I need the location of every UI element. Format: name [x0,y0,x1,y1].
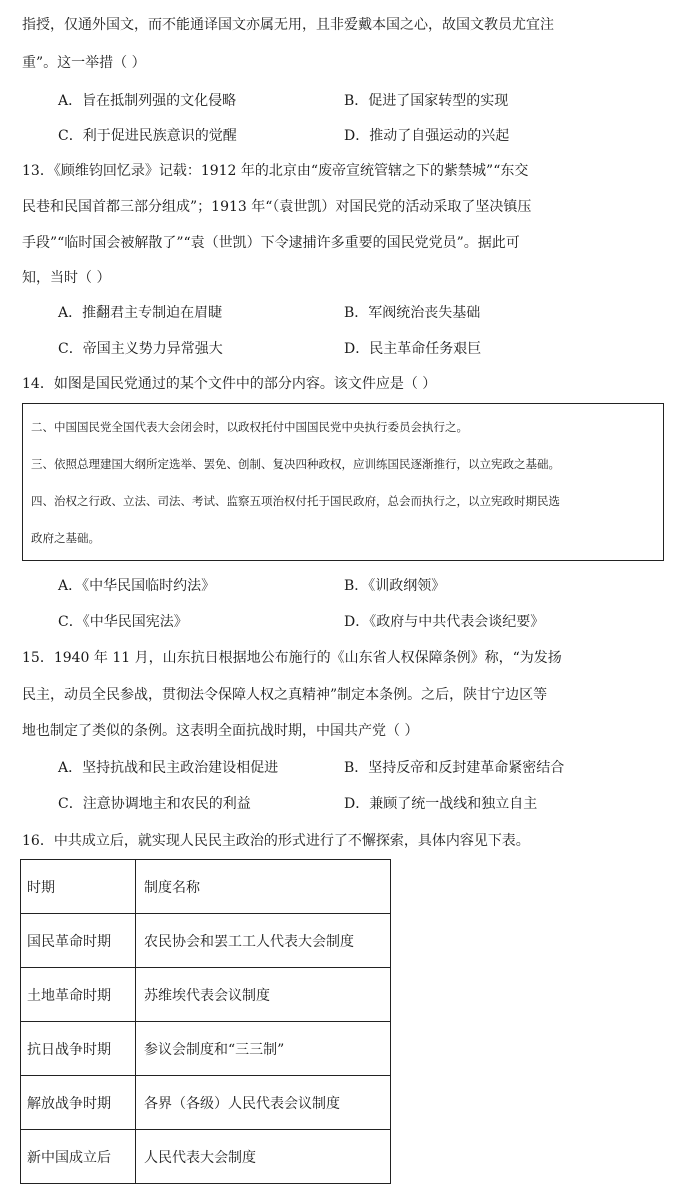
q12-stem-line-1: 指授，仅通外国文，而不能通译国文亦属无用，且非爱戴本国之心，故国文教员尤宜注 [22,17,554,33]
table-cell-period: 新中国成立后 [21,1130,136,1184]
table-cell-period: 国民革命时期 [21,914,136,968]
table-cell-system: 人民代表大会制度 [136,1130,391,1184]
q12-option-b: B．促进了国家转型的实现 [344,93,509,109]
q12-option-d: D．推动了自强运动的兴起 [344,128,510,144]
q13-option-b: B．军阀统治丧失基础 [344,305,481,321]
q15-stem-line-1: 15．1940 年 11 月，山东抗日根据地公布施行的《山东省人权保障条例》称，“为发扬 [22,650,562,666]
q15-option-c: C．注意协调地主和农民的利益 [58,796,251,812]
table-row [21,1022,391,1076]
table-cell-system: 各界（各级）人民代表会议制度 [136,1076,391,1130]
q13-stem-line-3: 手段”“临时国会被解散了”“袁（世凯）下令逮捕许多重要的国民党党员”。据此可 [22,235,520,251]
q16-table [20,859,391,1184]
q13-option-a: A．推翻君主专制迫在眉睫 [58,305,223,321]
q13-option-d: D．民主革命任务艰巨 [344,341,482,357]
q15-stem-line-2: 民主，动员全民参战，贯彻法令保障人权之真精神”制定本条例。之后，陕甘宁边区等 [22,687,548,703]
table-row [21,968,391,1022]
table-row [21,1076,391,1130]
q14-excerpt-line-1: 二、中国国民党全国代表大会闭会时，以政权托付中国国民党中央执行委员会执行之。 [31,420,468,434]
q14-excerpt-line-3: 四、治权之行政、立法、司法、考试、监察五项治权付托于国民政府，总会而执行之，以立宪政时期民选 [31,494,560,508]
table-cell-system: 参议会制度和“三三制” [136,1022,391,1076]
q14-option-c: C．《中华民国宪法》 [58,614,188,630]
table-header-period: 时期 [21,860,136,914]
q13-stem-line-4: 知，当时（ ） [22,270,111,286]
table-cell-period: 土地革命时期 [21,968,136,1022]
table-cell-system: 农民协会和罢工工人代表大会制度 [136,914,391,968]
q13-option-c: C．帝国主义势力异常强大 [58,341,223,357]
table-row [21,1130,391,1184]
q13-stem-line-2: 民巷和民国首都三部分组成”；1913 年“（袁世凯）对国民党的活动采取了坚决镇压 [22,199,532,215]
q12-stem-line-2: 重”。这一举措（ ） [22,55,146,71]
table-header-system: 制度名称 [136,860,391,914]
q14-excerpt-line-4: 政府之基础。 [31,531,100,545]
q13-stem-line-1: 13．《顾维钧回忆录》记载：1912 年的北京由“废帝宣统管辖之下的紫禁城”“东交 [22,163,529,179]
table-cell-system: 苏维埃代表会议制度 [136,968,391,1022]
q14-document-excerpt-box [22,403,664,561]
q15-option-a: A．坚持抗战和民主政治建设相促进 [58,760,279,776]
q14-option-b: B．《训政纲领》 [344,578,446,594]
q14-option-d: D．《政府与中共代表会谈纪要》 [344,614,545,630]
q15-option-b: B．坚持反帝和反封建革命紧密结合 [344,760,565,776]
q14-excerpt-line-2: 三、依照总理建国大纲所定选举、罢免、创制、复决四种政权，应训练国民逐渐推行，以立宪政之基础。 [31,457,560,471]
q15-option-d: D．兼顾了统一战线和独立自主 [344,796,538,812]
q12-option-c: C．利于促进民族意识的觉醒 [58,128,237,144]
q16-stem: 16．中共成立后，就实现人民民主政治的形式进行了不懈探索，具体内容见下表。 [22,833,530,849]
table-row [21,914,391,968]
table-cell-period: 解放战争时期 [21,1076,136,1130]
q14-stem: 14．如图是国民党通过的某个文件中的部分内容。该文件应是（ ） [22,376,437,392]
q12-option-a: A．旨在抵制列强的文化侵略 [58,93,237,109]
table-cell-period: 抗日战争时期 [21,1022,136,1076]
table-header-row [21,860,391,914]
q14-option-a: A．《中华民国临时约法》 [58,578,216,594]
q15-stem-line-3: 地也制定了类似的条例。这表明全面抗战时期，中国共产党（ ） [22,723,419,739]
